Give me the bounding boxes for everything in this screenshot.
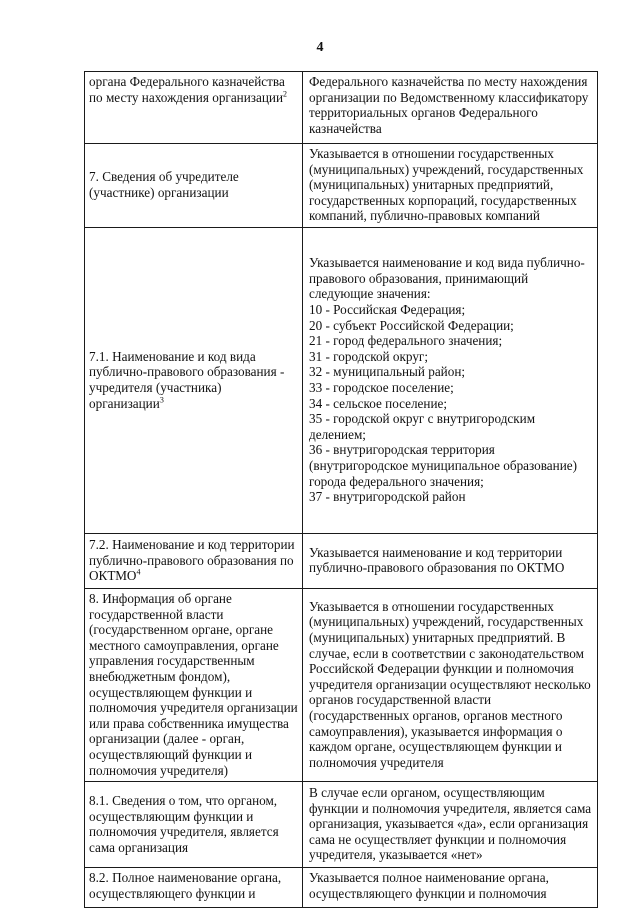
page-number: 4: [316, 40, 324, 55]
row-field-cell: [85, 72, 303, 144]
table-row: [85, 782, 598, 868]
row-field-cell: [85, 782, 303, 868]
table-row: [85, 144, 598, 228]
row-field-cell: [85, 588, 303, 781]
code-list-item: 35 - городской округ с внутригородским делением;: [309, 411, 536, 442]
row-field-text: 7. Сведения об учредителе (участнике) организации: [89, 169, 239, 200]
row-field-text: 8. Информация об органе государственной власти (государственном органе, органе местного самоуправления, органе управления государственным внебюджетным фондом), осуществляющем функции и полномочия учредителя организации или права собственника имущества организации (далее - орган, осуществляющий функции и полномочия учредителя): [89, 590, 298, 778]
row-description-cell: Указывается в отношении государственных (муниципальных) учреждений, государственных (муниципальных) унитарных предприятий. В случае, если в соответствии с законодательством Российской Федерации функции и полномочия учредителя организации осуществляют несколько органов государственной власти (государственных органов, органов местного самоуправления), указывается информация о каждом органе, осуществляющем функции и полномочия учредителя: [303, 588, 598, 781]
footnote-marker: 3: [159, 395, 164, 405]
code-list-intro: Указывается наименование и код вида публично-правового образования, принимающий следующие значения:: [309, 255, 585, 302]
row-field-cell: [85, 227, 303, 533]
row-description-cell: В случае если органом, осуществляющим функции и полномочия учредителя, является сама организация, указывается «да», если организация сама не осуществляет функции и полномочия учредителя, указывается «нет»: [303, 782, 598, 868]
code-list-item: 20 - субъект Российской Федерации;: [309, 317, 514, 333]
row-field-text: 8.1. Сведения о том, что органом, осуществляющим функции и полномочия учредителя, является сама организация: [89, 792, 279, 855]
code-list-item: 31 - городской округ;: [309, 348, 428, 364]
row-description-cell: [303, 227, 598, 533]
code-list-item: 21 - город федерального значения;: [309, 333, 503, 349]
code-list-item: 33 - городское поселение;: [309, 379, 454, 395]
row-field-text: 7.2. Наименование и код территории публично-правового образования по ОКТМО: [89, 537, 295, 584]
row-description-cell: Указывается в отношении государственных (муниципальных) учреждений, государственных (муниципальных) унитарных предприятий, государственных корпораций, государственных компаний, публично-правовых компаний: [303, 144, 598, 228]
code-list-item: 36 - внутригородская территория (внутригородское муниципальное образование) города федерального значения;: [309, 442, 578, 489]
footnote-marker: 4: [136, 567, 141, 577]
table-row: [85, 227, 598, 533]
code-list-item: 37 - внутригородской район: [309, 489, 466, 505]
table-row: [85, 72, 598, 144]
row-field-cell: [85, 868, 303, 908]
row-field-cell: [85, 533, 303, 588]
row-field-text: органа Федерального казначейства по месту нахождения организации: [89, 74, 285, 105]
code-list-item: 32 - муниципальный район;: [309, 364, 466, 380]
table-row: [85, 588, 598, 781]
row-field-text: 8.2. Полное наименование органа, осуществляющего функции и: [89, 870, 282, 901]
row-description-cell: Указывается наименование и код территории публично-правового образования по ОКТМО: [303, 533, 598, 588]
code-list-item: 10 - Российская Федерация;: [309, 302, 466, 317]
footnote-marker: 2: [283, 89, 288, 99]
code-list-item: 34 - сельское поселение;: [309, 395, 448, 411]
table-row: [85, 868, 598, 908]
row-description-cell: Указывается полное наименование органа, осуществляющего функции и полномочия: [303, 868, 598, 908]
requirements-table: [84, 71, 598, 908]
row-description-cell: Федерального казначейства по месту нахождения организации по Ведомственному классификатору территориальных органов Федерального казначейства: [303, 72, 598, 144]
table-row: [85, 533, 598, 588]
row-field-cell: [85, 144, 303, 228]
row-field-text: 7.1. Наименование и код вида публично-правового образования - учредителя (участника) организации: [89, 348, 285, 411]
